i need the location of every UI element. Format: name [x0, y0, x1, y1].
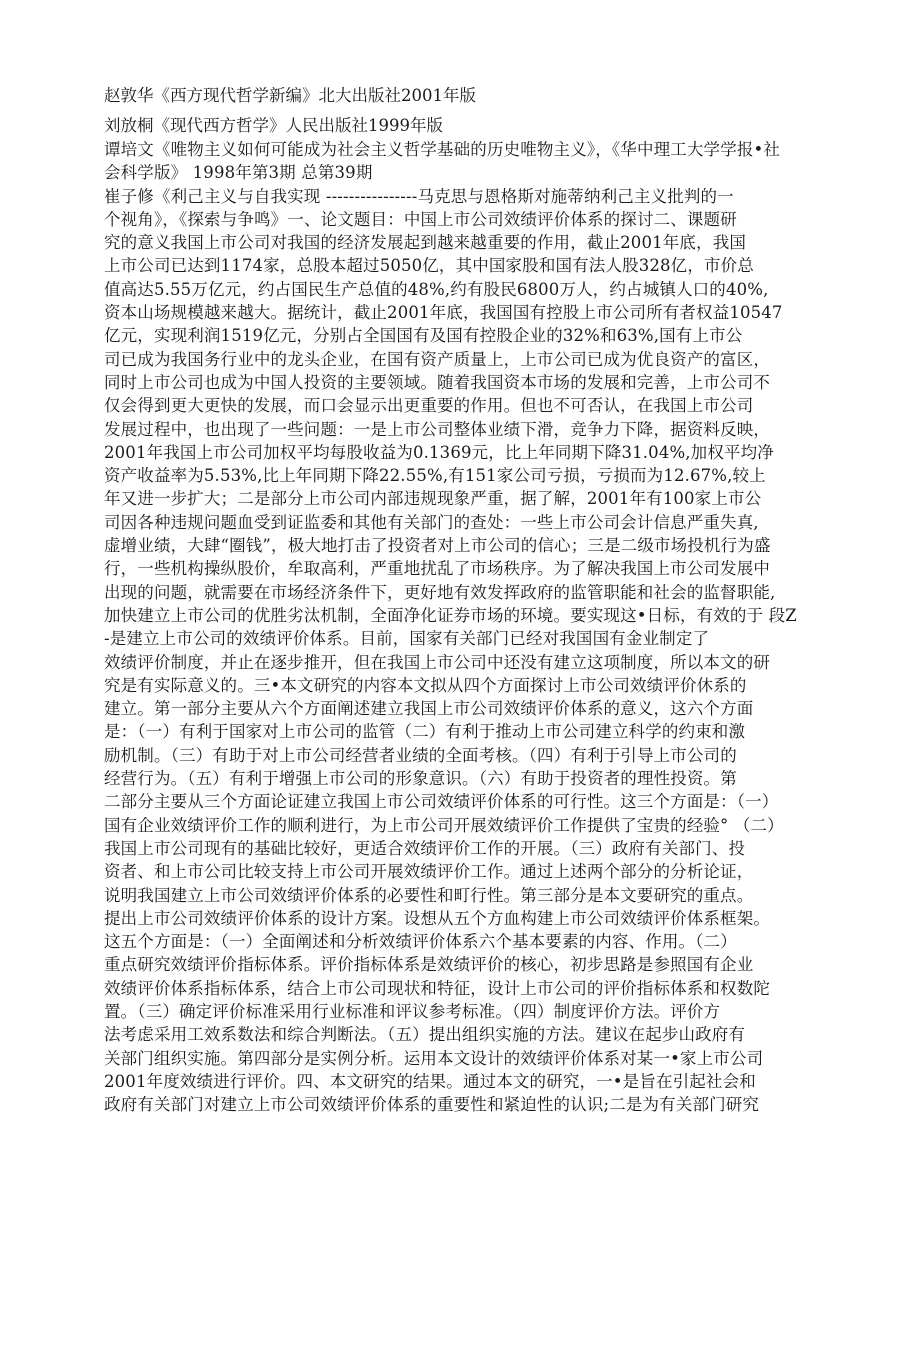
body-line: 个视角》，《探索与争鸣》一、论文题目：中国上市公司效绩评价体系的探讨二、课题研 — [104, 209, 737, 229]
body-line: 国有企业效绩评价工作的顺利进行，为上市公司开展效绩评价工作提供了宝贵的经验° （二） — [104, 815, 784, 835]
body-line: 效绩评价体系指标体系，结合上市公司现状和特征，设计上市公司的评价指标体系和权数陀 — [104, 978, 770, 998]
body-line: 上市公司已达到1174家，总股本超过5050亿，其中国家股和国有法人股328亿，市价总 — [104, 256, 754, 276]
body-line: 我国上市公司现有的基础比较好，更适合效绩评价工作的开展。（三）政府有关部门、投 — [104, 838, 746, 858]
body-line: 2001年我国上市公司加权平均每股收益为0.1369元，比上年同期下降31.04%,加权平均净 — [104, 442, 774, 462]
body-line: 发展过程中，也出现了一些问题：一是上市公司整体业绩下滑，竞争力下降，据资料反映， — [104, 419, 770, 439]
reference-line: 赵敦华《西方现代哲学新编》北大出版社2001年版 — [104, 86, 476, 105]
body-line: 仅会得到更大更快的发展，而口会显示出更重要的作用。但也不可否认，在我国上市公司 — [104, 396, 754, 416]
body-line: 司因各种违规问题血受到证监委和其他有关部门的查处：一些上市公司会计信息严重失真, — [104, 512, 759, 532]
body-line: 亿元，实现利润1519亿元，分别占全国国有及国有控股企业的32%和63%,国有上市公 — [104, 326, 743, 346]
body-line: 年又进一步扩大；二是部分上市公司内部违规现象严重，据了解，2001年有100家上市公 — [104, 489, 762, 509]
reference-line: 刘放桐《现代西方哲学》人民出版社1999年版 — [104, 116, 443, 135]
body-line: 法考虑采用工效系数法和综合判断法。（五）提出组织实施的方法。建议在起步山政府有 — [104, 1025, 746, 1045]
body-text — [104, 138, 832, 1116]
body-line: 2001年度效绩进行评价。四、本文研究的结果。通过本文的研究，一•是旨在引起社会和 — [104, 1071, 756, 1091]
body-line: 资产收益率为5.53%,比上年同期下降22.55%,有151家公司亏损，亏损而为12.67%,较上 — [104, 466, 766, 486]
body-line: 虚增业绩，大肆“圈钱”，极大地打击了投资者对上市公司的信心；三是二级市场投机行为盛 — [104, 536, 771, 556]
body-line: 这五个方面是：（一）全面阐述和分析效绩评价体系六个基本要素的内容、作用。（二） — [104, 932, 737, 952]
body-line: 提出上市公司效绩评价体系的设计方案。设想从五个方血构建上市公司效绩评价体系框架。 — [104, 908, 770, 928]
body-line: 励机制。（三）有助于对上市公司经营者业绩的全面考核。（四）有利于引导上市公司的 — [104, 745, 737, 765]
body-line: 置。（三）确定评价标准采用行业标准和评议参考标准。（四）制度评价方法。评价方 — [104, 1001, 721, 1021]
body-line: 经营行为。（五）有利于增强上市公司的形象意识。（六）有助于投资者的理性投资。第 — [104, 769, 737, 789]
body-line: 谭培文《唯物主义如何可能成为社会主义哲学基础的历史唯物主义》，《华中理工大学学报•社 — [104, 140, 781, 159]
body-line: 资者、和上市公司比较支持上市公司开展效绩评价工作。通过上述两个部分的分析论证， — [104, 862, 754, 882]
body-line: 是：（一）有利于国家对上市公司的监管（二）有利于推动上市公司建立科学的约束和激 — [104, 722, 746, 742]
body-line: 崔子修《利己主义与自我实现 ----------------马克思与恩格斯对施蒂纳利己主义批判的一 — [104, 186, 734, 206]
body-line: 会科学版》 1998年第3期 总第39期 — [104, 163, 373, 183]
body-line: 重点研究效绩评价指标体系。评价指标体系是效绩评价的核心，初步思路是参照国有企业 — [104, 955, 754, 975]
body-line: 加快建立上市公司的优胜劣汰机制，全面净化证券市场的环境。要实现这•日标，有效的于 段Z — [104, 605, 797, 625]
body-line: 效绩评价制度，并止在逐步推开，但在我国上市公司中还没有建立这项制度，所以本文的研 — [104, 652, 770, 672]
body-line: 说明我国建立上市公司效绩评价体系的必要性和町行性。第三部分是本文要研究的重点。 — [104, 885, 754, 905]
body-line: 究是有实际意义的。三•本文研究的内容本文拟从四个方面探讨上市公司效绩评价休系的 — [104, 675, 747, 695]
body-line: 关部门组织实施。第四部分是实例分析。运用本文设计的效绩评价体系对某一•家上市公司 — [104, 1048, 764, 1068]
body-line: 建立。第一部分主要从六个方面阐述建立我国上市公司效绩评价体系的意义，这六个方面 — [104, 699, 754, 719]
body-line: 同时上市公司也成为中国人投资的主要领域。随着我国资本市场的发展和完善，上市公司不 — [104, 372, 770, 392]
body-line: 行，一些机构操纵股价，牟取高利，严重地扰乱了市场秩序。为了解决我国上市公司发展中 — [104, 559, 770, 579]
body-line: 出现的问题，就需要在市场经济条件下，更好地有效发挥政府的监管职能和社会的监督职能, — [104, 582, 776, 602]
body-line: 值高达5.55万亿元，约占国民生产总值的48%,约有股民6800万人，约占城镇人口的40%, — [104, 279, 769, 299]
body-line: -是建立上市公司的效绩评价体系。目前，国家有关部门已经对我国国有金业制定了 — [104, 629, 710, 649]
body-line: 二部分主要从三个方面论证建立我国上市公司效绩评价体系的可行性。这三个方面是：（一） — [104, 792, 779, 812]
body-line: 司已成为我国务行业中的龙头企业，在国有资产质量上，上市公司已成为优良资产的富区， — [104, 349, 770, 369]
body-line: 资本山场规模越来越大。据统计，截止2001年底，我国国有控股上市公司所有者权益10547 — [104, 303, 783, 323]
body-line: 究的意义我国上市公司对我国的经济发展起到越来越重要的作用，截止2001年底，我国 — [104, 233, 746, 253]
body-line: 政府有关部门对建立上市公司效绩评价体系的重要性和紧迫性的认识;二是为有关部门研究 — [104, 1095, 760, 1115]
